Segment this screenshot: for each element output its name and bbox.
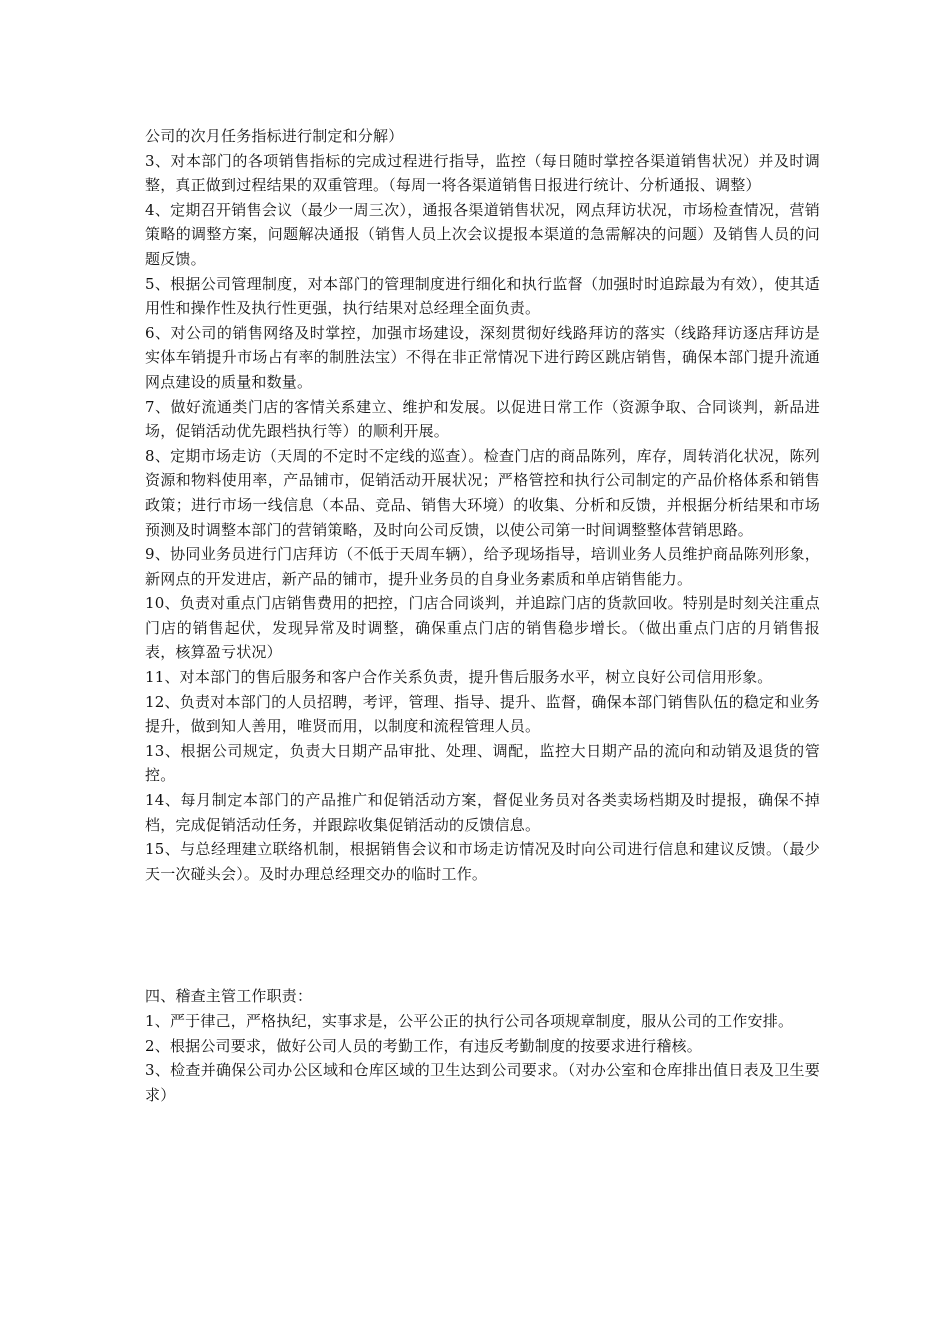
- section-heading: 四、稽查主管工作职责：: [145, 987, 313, 1006]
- duty-item-6: 6、对公司的销售网络及时掌控，加强市场建设，深刻贯彻好线路拜访的落实（线路拜访逐店拜访是实体车销提升市场占有率的制胜法宝）不得在非正常情况下进行跨区跳店销售，确保本部门提升流通网点建设的质量和数量。: [145, 323, 820, 391]
- audit-item-3: 3、检查并确保公司办公区域和仓库区域的卫生达到公司要求。（对办公室和仓库排出值日表及卫生要求）: [145, 1061, 820, 1104]
- duty-item-12: 12、负责对本部门的人员招聘，考评，管理、指导、提升、监督，确保本部门销售队伍的稳定和业务提升，做到知人善用，唯贤而用，以制度和流程管理人员。: [145, 692, 820, 736]
- sales-duties-section: [145, 124, 820, 886]
- duty-item-15: 15、与总经理建立联络机制，根据销售会议和市场走访情况及时向公司进行信息和建议反馈。（最少天一次碰头会）。及时办理总经理交办的临时工作。: [145, 840, 820, 883]
- audit-supervisor-section: [145, 984, 820, 1107]
- duty-item-10: 10、负责对重点门店销售费用的把控，门店合同谈判，并追踪门店的货款回收。特别是时刻关注重点门店的销售起伏，发现异常及时调整，确保重点门店的销售稳步增长。（做出重点门店的月销售报表，核算盈亏状况）: [145, 594, 820, 662]
- audit-item-1: 1、严于律己，严格执纪，实事求是，公平公正的执行公司各项规章制度，服从公司的工作安排。: [145, 1012, 794, 1030]
- duty-item-11: 11、对本部门的售后服务和客户合作关系负责，提升售后服务水平，树立良好公司信用形象。: [145, 668, 773, 687]
- duty-item-14: 14、每月制定本部门的产品推广和促销活动方案，督促业务员对各类卖场档期及时提报，确保不掉档，完成促销活动任务，并跟踪收集促销活动的反馈信息。: [145, 791, 820, 834]
- duty-item-4: 4、定期召开销售会议（最少一周三次），通报各渠道销售状况，网点拜访状况，市场检查情况，营销策略的调整方案，问题解决通报（销售人员上次会议提报本渠道的急需解决的问题）及销售人员的问题反馈。: [145, 200, 820, 268]
- duty-item-9: 9、协同业务员进行门店拜访（不低于天周车辆），给予现场指导，培训业务人员维护商品陈列形象，新网点的开发进店，新产品的铺市，提升业务员的自身业务素质和单店销售能力。: [145, 545, 820, 588]
- duty-item-7: 7、做好流通类门店的客情关系建立、维护和发展。以促进日常工作（资源争取、合同谈判，新品进场，促销活动优先跟档执行等）的顺利开展。: [145, 397, 820, 441]
- audit-item-2: 2、根据公司要求，做好公司人员的考勤工作，有违反考勤制度的按要求进行稽核。: [145, 1036, 702, 1055]
- duty-item-13: 13、根据公司规定，负责大日期产品审批、处理、调配，监控大日期产品的流向和动销及退货的管控。: [145, 741, 820, 785]
- paragraph-continuation: 公司的次月任务指标进行制定和分解）: [145, 127, 404, 145]
- section-gap: [145, 886, 820, 984]
- document-page: [145, 124, 820, 1107]
- duty-item-8: 8、定期市场走访（天周的不定时不定线的巡查）。检查门店的商品陈列，库存，周转消化状况，陈列资源和物料使用率，产品铺市，促销活动开展状况；严格管控和执行公司制定的产品价格体系和销售政策；进行市场一线信息（本品、竞品、销售大环境）的收集、分析和反馈，并根据分析结果和市场预测及时调整本部门的营销策略，及时向公司反馈，以使公司第一时间调整整体营销思路。: [145, 446, 820, 539]
- duty-item-5: 5、根据公司管理制度，对本部门的管理制度进行细化和执行监督（加强时时追踪最为有效），使其适用性和操作性及执行性更强，执行结果对总经理全面负责。: [145, 274, 820, 318]
- duty-item-3: 3、对本部门的各项销售指标的完成过程进行指导，监控（每日随时掌控各渠道销售状况）并及时调整，真正做到过程结果的双重管理。（每周一将各渠道销售日报进行统计、分析通报、调整）: [145, 151, 820, 195]
